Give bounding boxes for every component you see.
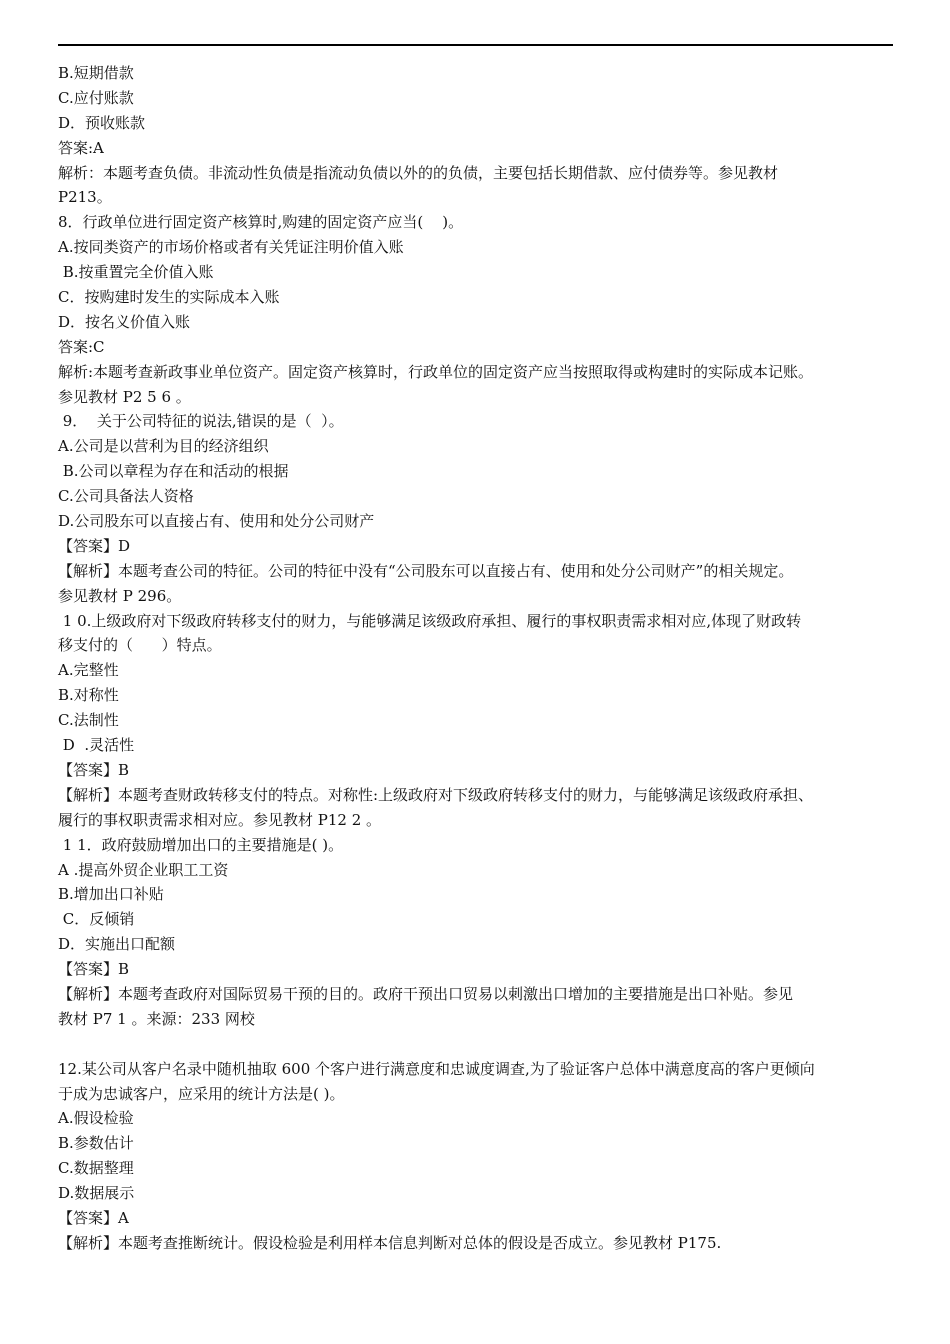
- q10-analysis-line-2: 履行的事权职责需求相对应。参见教材 P12 2 。: [58, 810, 382, 829]
- q9-option-a: A.公司是以营利为目的经济组织: [58, 437, 269, 456]
- q9-question: 9． 关于公司特征的说法,错误的是（ ）。: [58, 412, 344, 431]
- q8-option-a: A.按同类资产的市场价格或者有关凭证注明价值入账: [58, 238, 404, 257]
- q10-option-c: C.法制性: [58, 711, 119, 730]
- option-d-advance-receipts: D．预收账款: [58, 113, 146, 132]
- q12-analysis: 【解析】本题考查推断统计。假设检验是利用样本信息判断对总体的假设是否成立。参见教材 P175.: [58, 1233, 722, 1252]
- q11-option-d: D．实施出口配额: [58, 935, 176, 954]
- q7-analysis-line-2: P213。: [58, 188, 112, 207]
- q8-option-b: B.按重置完全价值入账: [58, 263, 214, 282]
- q10-option-d: D .灵活性: [58, 736, 135, 755]
- option-b-short-term-loans: B.短期借款: [58, 64, 134, 82]
- q10-question-line-1: 1 0.上级政府对下级政府转移支付的财力，与能够满足该级政府承担、履行的事权职责需求相对应,体现了财政转: [58, 611, 802, 630]
- q12-option-c: C.数据整理: [58, 1159, 134, 1178]
- q7-answer: 答案:A: [58, 138, 104, 157]
- q8-question: 8．行政单位进行固定资产核算时,购建的固定资产应当( )。: [58, 213, 464, 232]
- q11-answer: 【答案】B: [58, 960, 130, 979]
- q8-answer: 答案:C: [58, 337, 105, 356]
- q11-option-c: C．反倾销: [58, 910, 135, 929]
- q9-option-c: C.公司具备法人资格: [58, 487, 194, 506]
- q9-analysis-line-1: 【解析】本题考查公司的特征。公司的特征中没有“公司股东可以直接占有、使用和处分公司财产”的相关规定。: [58, 561, 794, 580]
- blank-line: [58, 1032, 910, 1057]
- q10-answer: 【答案】B: [58, 760, 130, 779]
- q11-question: 1 1．政府鼓励增加出口的主要措施是( )。: [58, 835, 344, 854]
- q9-answer: 【答案】D: [58, 536, 131, 555]
- q9-option-b: B.公司以章程为存在和活动的根据: [58, 462, 289, 481]
- q10-question-line-2: 移支付的（ ）特点。: [58, 636, 222, 655]
- q12-option-a: A.假设检验: [58, 1109, 134, 1128]
- q10-option-b: B.对称性: [58, 686, 119, 705]
- q9-option-d: D.公司股东可以直接占有、使用和处分公司财产: [58, 512, 375, 531]
- q10-option-a: A.完整性: [58, 661, 119, 680]
- q10-analysis-line-1: 【解析】本题考查财政转移支付的特点。对称性:上级政府对下级政府转移支付的财力，与能够满足该级政府承担、: [58, 785, 814, 804]
- q11-option-b: B.增加出口补贴: [58, 885, 164, 904]
- q7-analysis-line-1: 解析：本题考查负债。非流动性负债是指流动负债以外的的负债，主要包括长期借款、应付债券等。参见教材: [58, 163, 779, 182]
- q12-answer: 【答案】A: [58, 1208, 129, 1227]
- q8-option-c: C．按购建时发生的实际成本入账: [58, 288, 280, 307]
- header-rule: [58, 44, 893, 46]
- q12-option-b: B.参数估计: [58, 1134, 134, 1153]
- q8-analysis-line-1: 解析:本题考查新政事业单位资产。固定资产核算时，行政单位的固定资产应当按照取得或构建时的实际成本记账。: [58, 362, 814, 381]
- q11-option-a: A .提高外贸企业职工工资: [58, 860, 229, 879]
- q8-analysis-line-2: 参见教材 P2 5 6 。: [58, 387, 191, 406]
- q9-analysis-line-2: 参见教材 P 296。: [58, 586, 182, 605]
- document-body: [58, 61, 910, 1256]
- q12-question-line-1: 12.某公司从客户名录中随机抽取 600 个客户进行满意度和忠诚度调查,为了验证客户总体中满意度高的客户更倾向: [58, 1059, 815, 1078]
- q8-option-d: D．按名义价值入账: [58, 312, 191, 331]
- q11-analysis-line-2: 教材 P7 1 。来源：233 网校: [58, 1009, 255, 1028]
- q12-option-d: D.数据展示: [58, 1184, 135, 1203]
- q11-analysis-line-1: 【解析】本题考查政府对国际贸易干预的目的。政府干预出口贸易以刺激出口增加的主要措施是出口补贴。参见: [58, 984, 794, 1003]
- q12-question-line-2: 于成为忠诚客户，应采用的统计方法是( )。: [58, 1084, 345, 1103]
- option-c-accounts-payable: C.应付账款: [58, 88, 134, 107]
